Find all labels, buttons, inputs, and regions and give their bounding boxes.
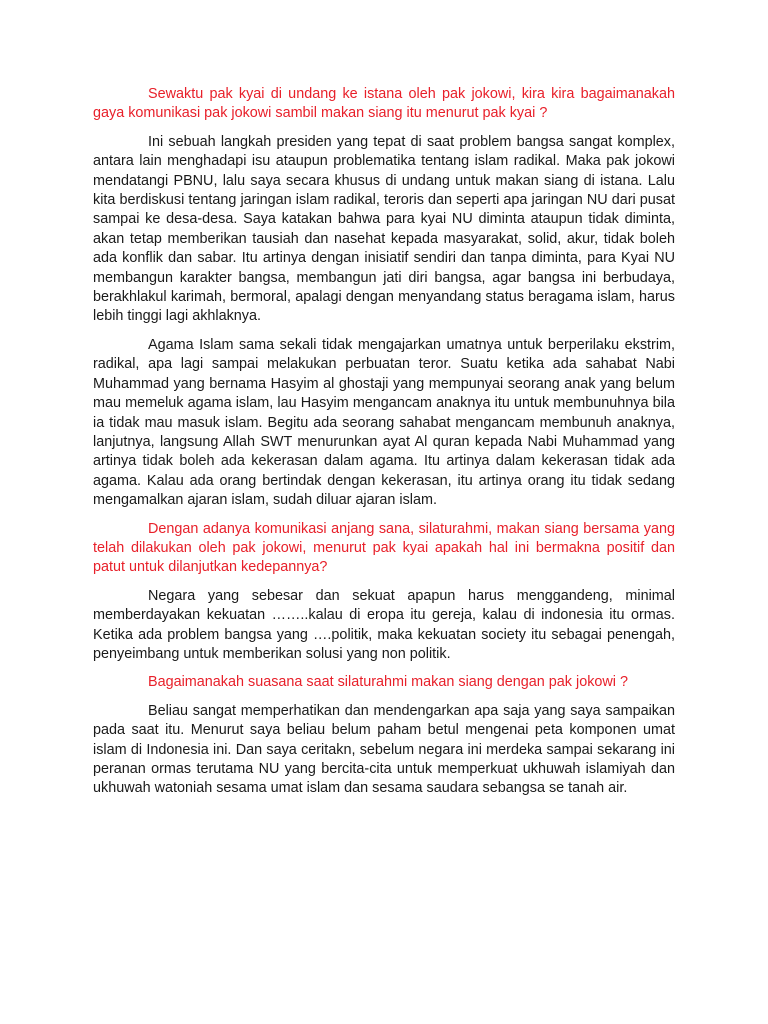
answer-paragraph-3: Negara yang sebesar dan sekuat apapun harus menggandeng, minimal memberdayakan kekuatan ……..kalau di eropa itu gereja, kalau di indonesia itu ormas. Ketika ada problem bangsa yang ….politik, maka kekuatan society itu sebagai penengah, penyeimbang untuk memberikan solusi yang non politik. [93, 587, 675, 662]
question-paragraph-1: Sewaktu pak kyai di undang ke istana oleh pak jokowi, kira kira bagaimanakah gaya komunikasi pak jokowi sambil makan siang itu menurut pak kyai ? [93, 86, 675, 122]
answer-paragraph-1: Ini sebuah langkah presiden yang tepat di saat problem bangsa sangat komplex, antara lain menghadapi isu ataupun problematika tentang islam radikal. Maka pak jokowi mendatangi PBNU, lalu saya secara khusus di undang untuk makan siang di istana. Lalu kita berdiskusi tentang jaringan islam radikal, teroris dan seperti apa jaringan NU dari pusat sampai ke desa-desa. Saya katakan bahwa para kyai NU diminta ataupun tidak diminta, akan tetap memberikan tausiah dan nasehat kepada masyarakat, solid, akur, tidak boleh ada konflik dan sabar. Itu artinya dengan inisiatif sendiri dan tanpa diminta, para Kyai NU membangun karakter bangsa, membangun jati diri bangsa, agar bangsa ini berbudaya, berakhlakul karimah, bermoral, apalagi dengan menyandang status beragama islam, harus lebih tinggi lagi akhlaknya. [93, 133, 675, 325]
answer-paragraph-4: Beliau sangat memperhatikan dan mendengarkan apa saja yang saya sampaikan pada saat itu. Menurut saya beliau belum paham betul mengenai peta komponen umat islam di Indonesia ini. Dan saya ceritakn, sebelum negara ini merdeka sampai sekarang ini peranan ormas terutama NU yang bercita-cita untuk memperkuat ukhuwah islamiyah dan ukhuwah watoniah sesama umat islam dan sesama saudara sebangsa se tanah air. [93, 702, 675, 797]
document-page [93, 85, 675, 808]
answer-paragraph-2: Agama Islam sama sekali tidak mengajarkan umatnya untuk berperilaku ekstrim, radikal, apa lagi sampai melakukan perbuatan teror. Suatu ketika ada sahabat Nabi Muhammad yang bernama Hasyim al ghostaji yang mempunyai seorang anak yang belum mau memeluk agama islam, lau Hasyim mengancam anaknya itu untuk membunuhnya bila ia tidak mau masuk islam. Begitu ada seorang sahabat mengancam membunuh anaknya, lanjutnya, langsung Allah SWT menurunkan ayat Al quran kepada Nabi Muhammad yang artinya tidak boleh ada kekerasan dalam agama. Itu artinya dalam kekerasan tidak ada agama. Kalau ada orang bertindak dengan kekerasan, itu artinya orang itu tidak sedang mengamalkan ajaran islam, sudah diluar ajaran islam. [93, 336, 675, 509]
question-paragraph-2: Dengan adanya komunikasi anjang sana, silaturahmi, makan siang bersama yang telah dilakukan oleh pak jokowi, menurut pak kyai apakah hal ini bermakna positif dan patut untuk dilanjutkan kedepannya? [93, 520, 675, 576]
question-paragraph-3: Bagaimanakah suasana saat silaturahmi makan siang dengan pak jokowi ? [148, 674, 628, 691]
